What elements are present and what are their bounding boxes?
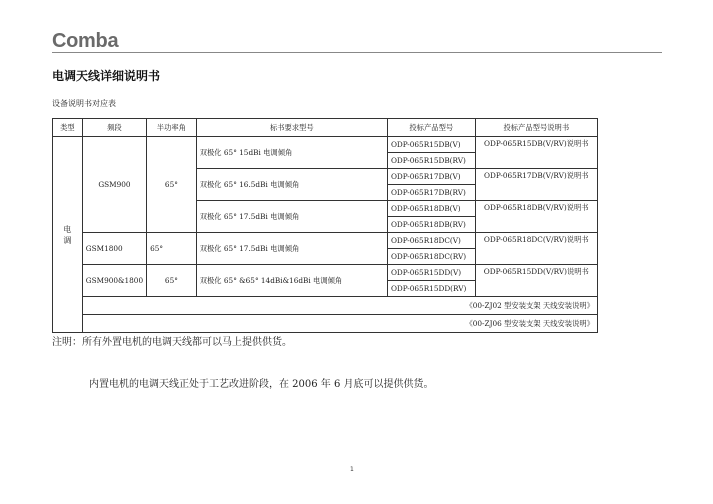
band-cell: GSM1800 xyxy=(82,233,146,265)
band-cell: GSM900 xyxy=(82,137,146,233)
required-model-cell: 双极化 65° 17.5dBi 电调倾角 xyxy=(196,233,387,265)
bracket-manual-cell: 《00-ZJ06 型安装支架 天线安装说明》 xyxy=(82,315,597,333)
bid-model-cell: ODP-065R18DC(RV) xyxy=(387,249,475,265)
note-line-1: 注明：所有外置电机的电调天线都可以马上提供供货。 xyxy=(52,337,292,348)
bid-model-cell: ODP-065R15DB(V) xyxy=(387,137,475,153)
header-required-model: 标书要求型号 xyxy=(196,119,387,137)
header-bid-manual: 投标产品型号说明书 xyxy=(475,119,597,137)
header-divider xyxy=(52,52,662,53)
manual-cell: ODP-065R18DC(V/RV)说明书 xyxy=(475,233,597,265)
manual-cell: ODP-065R15DB(V/RV)说明书 xyxy=(475,137,597,169)
table-header-row xyxy=(53,119,598,137)
manual-cell: ODP-065R15DD(V/RV)说明书 xyxy=(475,265,597,297)
table-row xyxy=(53,297,598,315)
antenna-spec-table xyxy=(52,118,598,333)
comba-logo: Comba xyxy=(52,30,119,52)
bid-model-cell: ODP-065R18DB(V) xyxy=(387,201,475,217)
header-band: 频段 xyxy=(82,119,146,137)
type-cell: 电 调 xyxy=(53,137,83,333)
required-model-cell: 双极化 65° 15dBi 电调倾角 xyxy=(196,137,387,169)
bid-model-cell: ODP-065R15DD(V) xyxy=(387,265,475,281)
header-type: 类型 xyxy=(53,119,83,137)
bid-model-cell: ODP-065R18DC(V) xyxy=(387,233,475,249)
note-line-2: 内置电机的电调天线正处于工艺改进阶段，在 2006 年 6 月底可以提供供货。 xyxy=(89,379,434,390)
manual-cell: ODP-065R17DB(V/RV)说明书 xyxy=(475,169,597,201)
document-title: 电调天线详细说明书 xyxy=(52,69,161,83)
header-half-power-angle: 半功率角 xyxy=(147,119,197,137)
angle-cell: 65° xyxy=(147,233,197,265)
table-row xyxy=(53,233,598,249)
header-bid-model: 投标产品型号 xyxy=(387,119,475,137)
table-row xyxy=(53,315,598,333)
angle-cell: 65° xyxy=(147,265,197,297)
bid-model-cell: ODP-065R15DB(RV) xyxy=(387,153,475,169)
required-model-cell: 双极化 65° 17.5dBi 电调倾角 xyxy=(196,201,387,233)
band-cell: GSM900&1800 xyxy=(82,265,146,297)
bid-model-cell: ODP-065R15DD(RV) xyxy=(387,281,475,297)
table-row xyxy=(53,265,598,281)
required-model-cell: 双极化 65° &65° 14dBi&16dBi 电调倾角 xyxy=(196,265,387,297)
page-number: 1 xyxy=(350,466,354,473)
bid-model-cell: ODP-065R18DB(RV) xyxy=(387,217,475,233)
angle-cell: 65° xyxy=(147,137,197,233)
document-subtitle: 设备说明书对应表 xyxy=(52,99,116,108)
required-model-cell: 双极化 65° 16.5dBi 电调倾角 xyxy=(196,169,387,201)
bid-model-cell: ODP-065R17DB(RV) xyxy=(387,185,475,201)
bracket-manual-cell: 《00-ZJ02 型安装支架 天线安装说明》 xyxy=(82,297,597,315)
table-row xyxy=(53,137,598,153)
bid-model-cell: ODP-065R17DB(V) xyxy=(387,169,475,185)
manual-cell: ODP-065R18DB(V/RV)说明书 xyxy=(475,201,597,233)
